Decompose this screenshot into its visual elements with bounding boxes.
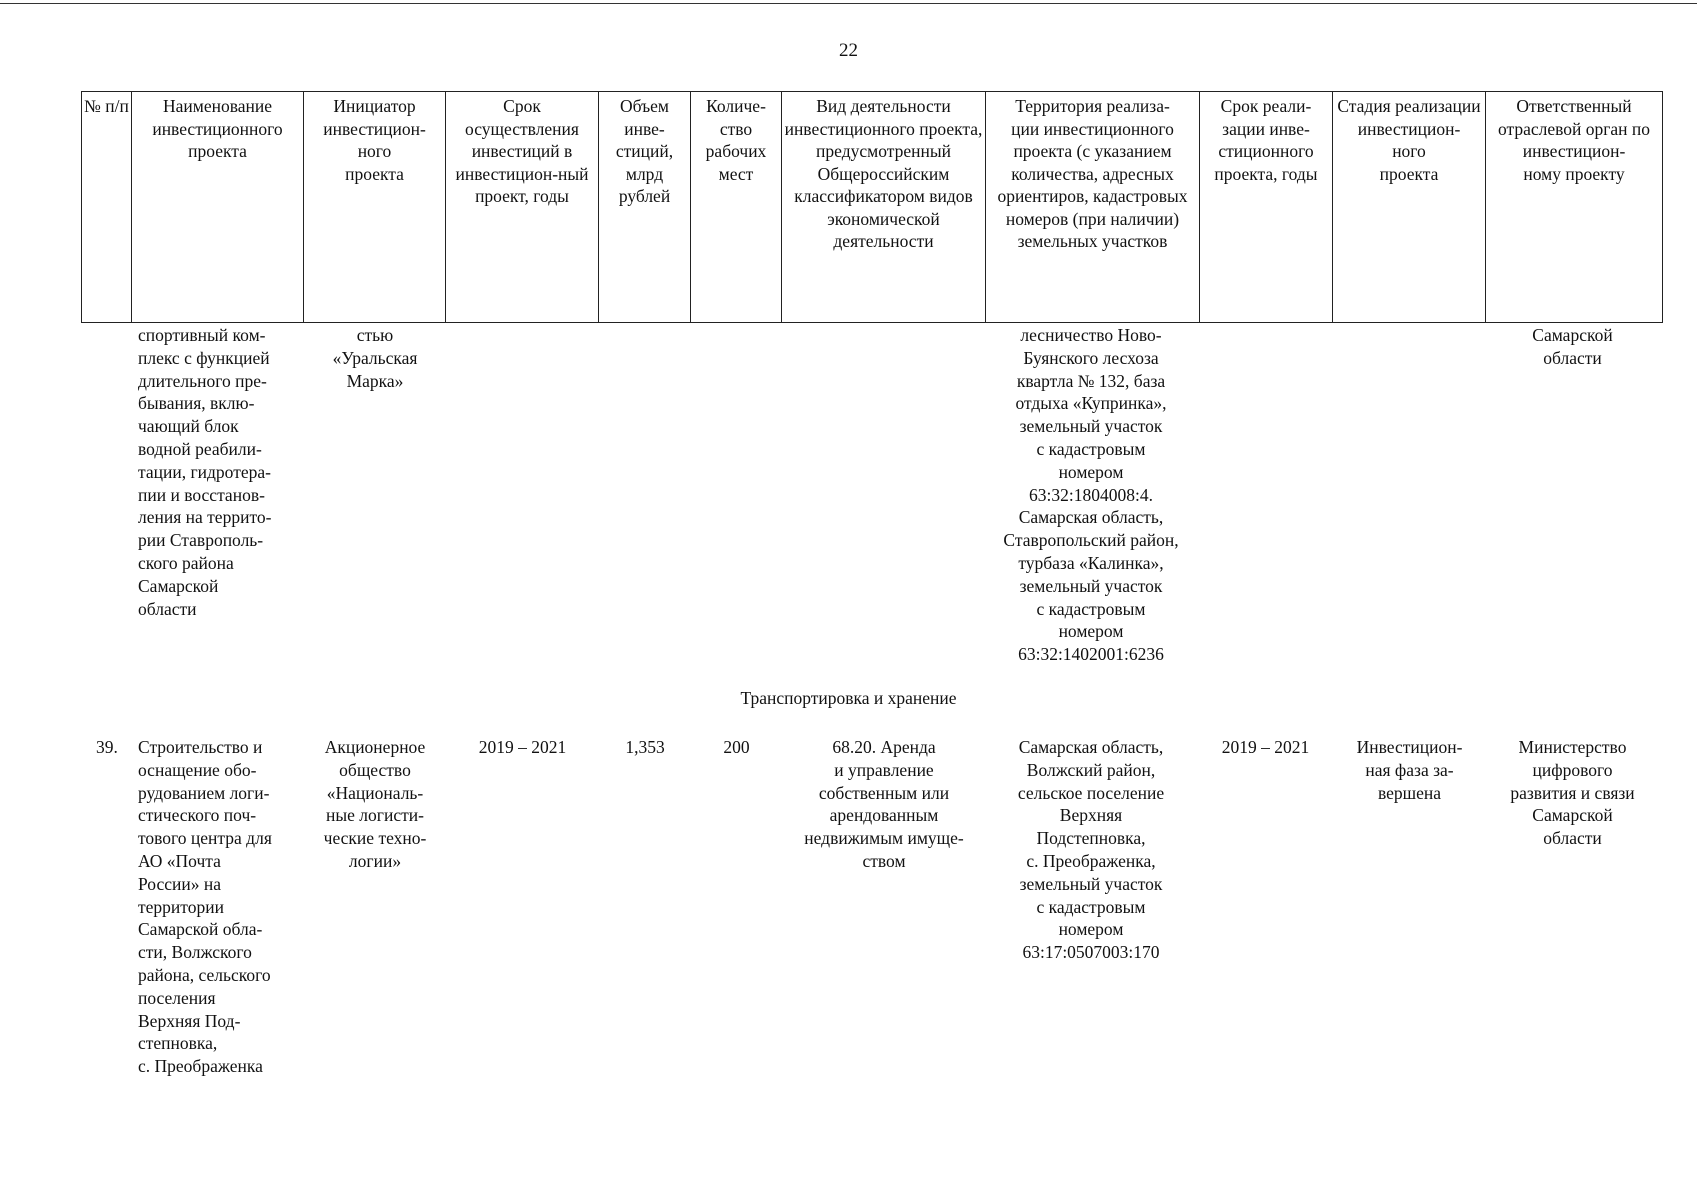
row-39-project-name: Строительство и оснащение обо- рудованием логи- стического поч- тового центра для АО «Почта России» на территории Самарской обла- сти, Волжского района, сельского поселения Верхняя Под- степновка, с. Преображенка [138,737,272,1077]
column-header-jobs: Количе- ство рабочих мест [691,92,782,323]
column-header-implementation-period: Срок реали- зации инве- стиционного проекта, годы [1200,92,1333,323]
row-39-investment-period: 2019 – 2021 [478,737,567,757]
column-header-project-name: Наименование инвестиционного проекта [132,92,304,323]
column-header-investment-period: Срок осуществления инвестиций в инвестицион-ный проект, годы [446,92,599,323]
continued-initiator: стью «Уральская Марка» [332,325,418,391]
row-39-implementation-period: 2019 – 2021 [1221,737,1310,757]
column-header-initiator: Инициатор инвестицион- ного проекта [304,92,446,323]
section-title: Транспортировка и хранение [740,688,957,708]
row-39-activity: 68.20. Аренда и управление собственным или арендованным недвижимым имуще- ством [804,737,964,871]
page-number: 22 [839,40,858,61]
row-39-stage: Инвестицион- ная фаза за- вершена [1356,737,1463,803]
column-header-number: № п/п [82,92,132,323]
row-39-initiator: Акционерное общество «Националь- ные логисти- ческие техно- логии» [323,737,427,871]
column-header-activity-type: Вид деятельности инвестиционного проекта, предусмотренный Общероссийским классификатором видов экономической деятельности [782,92,986,323]
column-header-stage: Стадия реализации инвестицион- ного проекта [1333,92,1486,323]
table-header [81,91,1663,323]
top-rule [0,3,1697,4]
continued-territory: лесничество Ново- Буянского лесхоза квартла № 132, база отдыха «Купринка», земельный участок с кадастровым номером 63:32:1804008:4. Самарская область, Ставропольский район, турбаза «Калинка», земельный участок с кадастровым номером 63:32:1402001:6236 [1003,325,1179,665]
column-header-territory: Территория реализа- ции инвестиционного проекта (с указанием количества, адресных ориентиров, кадастровых номеров (при наличии) земельных участков [986,92,1200,323]
row-39-jobs: 200 [723,737,750,757]
row-39-authority: Министерство цифрового развития и связи Самарской области [1510,737,1635,849]
row-39-volume: 1,353 [625,737,665,757]
continued-authority: Самарской области [1532,325,1613,368]
column-header-authority: Ответственный отраслевой орган по инвестицион- ному проекту [1486,92,1663,323]
row-39-territory: Самарская область, Волжский район, сельское поселение Верхняя Подстепновка, с. Преображенка, земельный участок с кадастровым номером 63:17:0507003:170 [1017,737,1165,963]
row-39-number: 39. [96,737,118,757]
continued-project-name: спортивный ком- плекс с функцией длительного пре- бывания, вклю- чающий блок водной реабили- тации, гидротера- пии и восстанов- ления на террито- рии Ставрополь- ского района Самарской области [138,325,272,619]
column-header-investment-volume: Объем инве- стиций, млрд рублей [599,92,691,323]
